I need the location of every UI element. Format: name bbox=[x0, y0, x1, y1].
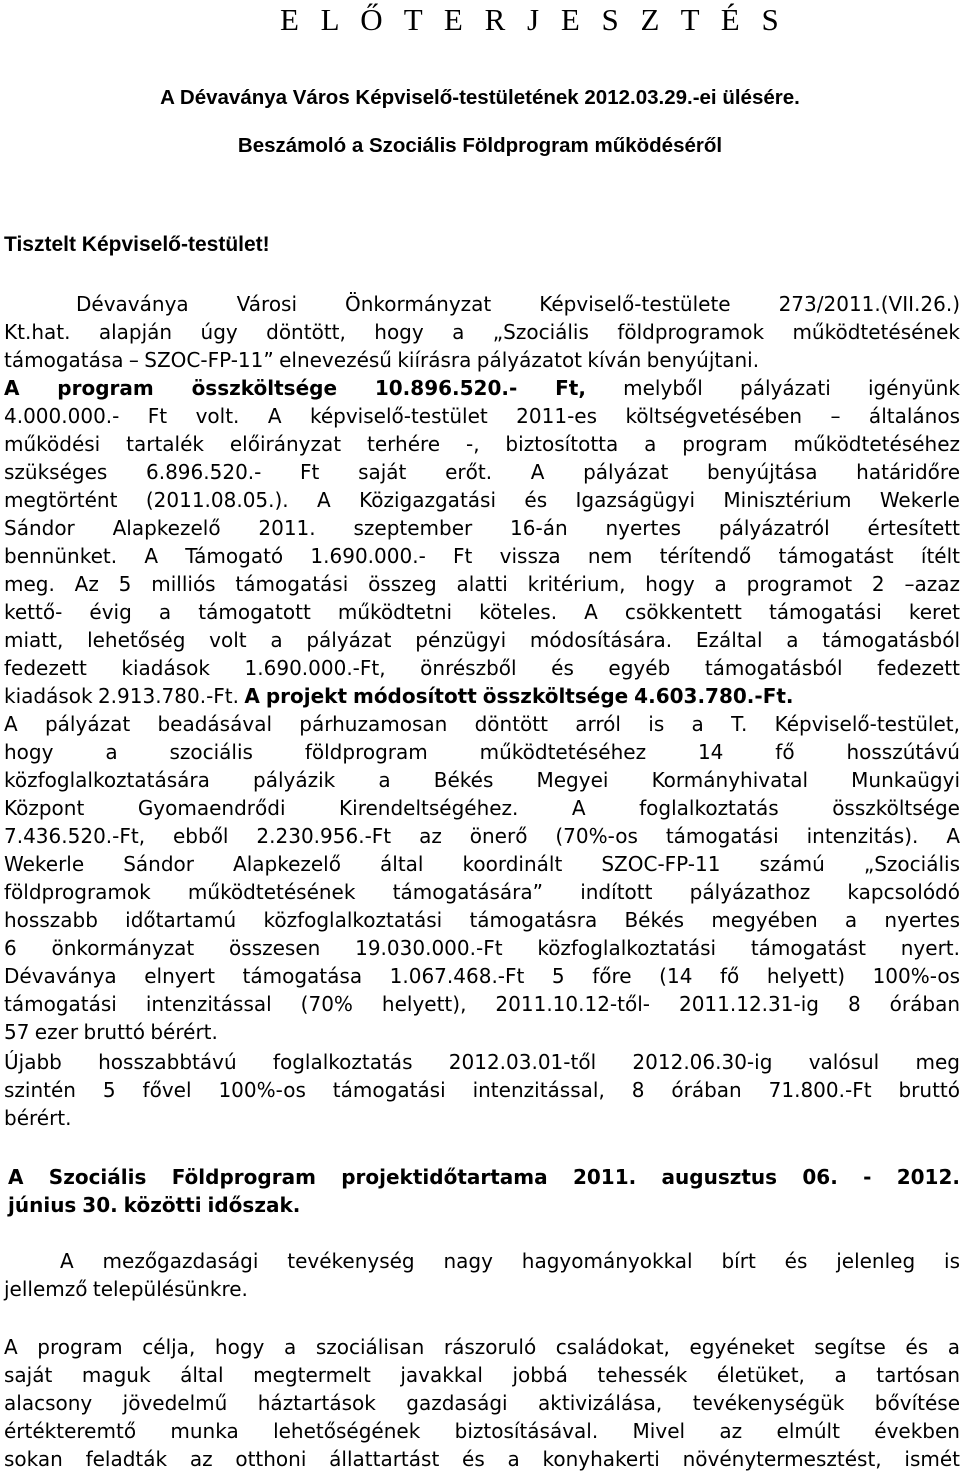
subject-line: Beszámoló a Szociális Földprogram működéséről bbox=[237, 134, 723, 157]
text-line: Wekerle Sándor Alapkezelő által koordinált SZOC-FP-11 számú „Szociális bbox=[4, 852, 960, 876]
text-line: miatt, lehetőség volt a pályázat pénzügyi módosítására. Ezáltal a támogatásból bbox=[4, 628, 960, 652]
text-line: Dévaványa elnyert támogatása 1.067.468.-Ft 5 főre (14 fő helyett) 100%-os bbox=[4, 964, 960, 988]
text-line: támogatása – SZOC-FP-11” elnevezésű kiírásra pályázatot kíván benyújtani. bbox=[4, 348, 760, 372]
text-line: Újabb hosszabbtávú foglalkoztatás 2012.03.01-től 2012.06.30-ig valósul meg bbox=[4, 1050, 960, 1074]
text-line: bennünket. A Támogató 1.690.000.- Ft vissza nem térítendő támogatást ítélt bbox=[4, 544, 960, 568]
total-cost-bold: A program összköltsége 10.896.520.- Ft, bbox=[4, 376, 586, 400]
text-line: A program célja, hogy a szociálisan rászoruló családokat, egyéneket segítse és a bbox=[4, 1335, 960, 1359]
text-line: földprogramok működtetésének támogatására” indított pályázathoz kapcsolódó bbox=[4, 880, 960, 904]
text-line: saját maguk által megtermelt javakkal jobbá tehessék életüket, a tartósan bbox=[4, 1363, 960, 1387]
text-line: fedezett kiadások 1.690.000.-Ft, önrészből és egyéb támogatásból fedezett bbox=[4, 656, 960, 680]
text-line bbox=[4, 374, 960, 402]
text-fragment: melyből pályázati igényünk bbox=[585, 376, 960, 400]
paragraph-project-duration bbox=[8, 1163, 960, 1219]
text-line: Kt.hat. alapján úgy döntött, hogy a „Szociális földprogramok működtetésének bbox=[4, 320, 960, 344]
text-line: 57 ezer bruttó bérért. bbox=[4, 1020, 218, 1044]
text-line: Sándor Alapkezelő 2011. szeptember 16-án nyertes pályázatról értesített bbox=[4, 516, 960, 540]
text-line: A mezőgazdasági tevékenység nagy hagyományokkal bírt és jelenleg is bbox=[60, 1249, 960, 1273]
text-line: 7.436.520.-Ft, ebből 2.230.956.-Ft az önerő (70%-os támogatási intenzitás). A bbox=[4, 824, 960, 848]
text-line: 4.000.000.- Ft volt. A képviselő-testület 2011-es költségvetésében – általános bbox=[4, 404, 960, 428]
text-line: június 30. közötti időszak. bbox=[8, 1193, 301, 1217]
paragraph-program-goal bbox=[4, 1333, 960, 1473]
text-line: közfoglalkoztatására pályázik a Békés Megyei Kormányhivatal Munkaügyi bbox=[4, 768, 960, 792]
text-line bbox=[4, 682, 960, 710]
text-line: 6 önkormányzat összesen 19.030.000.-Ft közfoglalkoztatási támogatást nyert. bbox=[4, 936, 960, 960]
paragraph-project-summary bbox=[4, 290, 960, 1046]
text-line: támogatási intenzitással (70% helyett), 2011.10.12-től- 2011.12.31-ig 8 órában bbox=[4, 992, 960, 1016]
salutation: Tisztelt Képviselő-testület! bbox=[4, 233, 270, 256]
text-line: A Szociális Földprogram projektidőtartama 2011. augusztus 06. - 2012. bbox=[8, 1165, 960, 1189]
text-line: kettő- évig a támogatott működtetni köteles. A csökkentett támogatási keret bbox=[4, 600, 960, 624]
document-title: E L Ő T E R J E S Z T É S bbox=[280, 2, 786, 37]
text-line: megtörtént (2011.08.05.). A Közigazgatási és Igazságügyi Minisztérium Wekerle bbox=[4, 488, 960, 512]
text-line: hosszabb időtartamú közfoglalkoztatási támogatásra Békés megyében a nyertes bbox=[4, 908, 960, 932]
modified-cost-bold: A projekt módosított összköltsége 4.603.780.-Ft. bbox=[244, 684, 794, 708]
paragraph-new-employment bbox=[4, 1048, 960, 1132]
paragraph-agriculture bbox=[4, 1247, 960, 1303]
text-line: meg. Az 5 milliós támogatási összeg alatti kritérium, hogy a programot 2 –azaz bbox=[4, 572, 960, 596]
text-line: sokan feladták az otthoni állattartást és a konyhakerti növénytermesztést, ismét bbox=[4, 1447, 960, 1471]
text-line: Központ Gyomaendrődi Kirendeltségéhez. A foglalkoztatás összköltsége bbox=[4, 796, 960, 820]
text-line: működési tartalék előirányzat terhére -, biztosította a program működtetéséhez bbox=[4, 432, 960, 456]
text-line: hogy a szociális földprogram működtetéséhez 14 fő hosszútávú bbox=[4, 740, 960, 764]
text-line: bérért. bbox=[4, 1106, 72, 1130]
text-line: A pályázat beadásával párhuzamosan döntött arról is a T. Képviselő-testület, bbox=[4, 712, 960, 736]
text-line: értékteremtő munka lehetőségének biztosításával. Mivel az elmúlt években bbox=[4, 1419, 960, 1443]
text-line: Dévaványa Városi Önkormányzat Képviselő-testülete 273/2011.(VII.26.) bbox=[76, 292, 960, 316]
text-line: szükséges 6.896.520.- Ft saját erőt. A pályázat benyújtása határidőre bbox=[4, 460, 960, 484]
text-line: alacsony jövedelmű háztartások gazdasági aktivizálása, tevékenységük bővítése bbox=[4, 1391, 960, 1415]
text-line: jellemző településünkre. bbox=[4, 1277, 248, 1301]
text-fragment: kiadások 2.913.780.-Ft. bbox=[4, 684, 245, 708]
text-line: szintén 5 fővel 100%-os támogatási intenzitással, 8 órában 71.800.-Ft bruttó bbox=[4, 1078, 960, 1102]
meeting-line: A Dévaványa Város Képviselő-testületének 2012.03.29.-ei ülésére. bbox=[160, 86, 800, 109]
